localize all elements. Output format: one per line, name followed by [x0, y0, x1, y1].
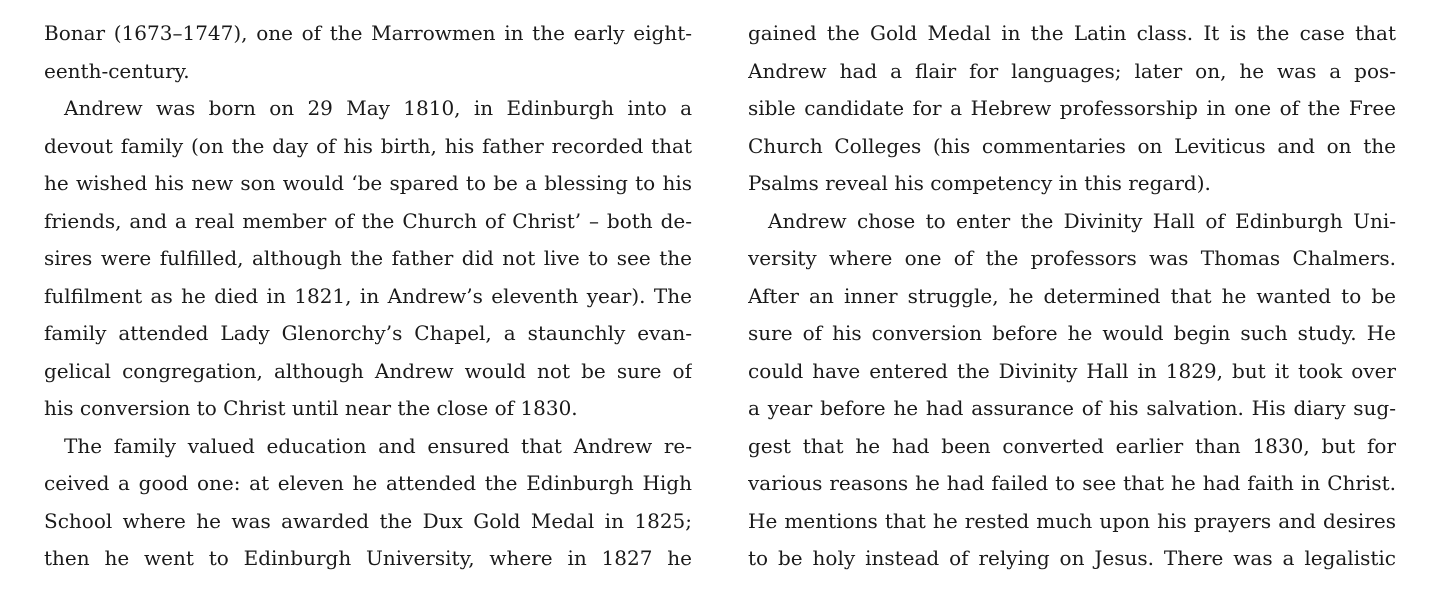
text-line: gelical congregation, although Andrew would not be sure of [44, 358, 692, 383]
text-line: he wished his new son would ‘be spared to be a blessing to his [44, 171, 692, 195]
text-line: ceived a good one: at eleven he attended the Edinburgh High [44, 471, 692, 495]
left-text-column [44, 15, 692, 578]
text-line: Andrew was born on 29 May 1810, in Edinburgh into a [64, 96, 692, 120]
text-line: friends, and a real member of the Church of Christ’ – both de- [44, 208, 692, 233]
text-line: devout family (on the day of his birth, his father recorded that [44, 133, 692, 158]
text-line: Andrew chose to enter the Divinity Hall of Edinburgh Uni- [768, 208, 1396, 233]
text-line: sure of his conversion before he would begin such study. He [748, 321, 1396, 345]
text-line: Psalms reveal his competency in this regard). [748, 171, 1211, 195]
text-line: Andrew had a flair for languages; later on, he was a pos- [748, 58, 1396, 83]
right-text-column [748, 15, 1396, 578]
text-line: gest that he had been converted earlier than 1830, but for [748, 433, 1396, 458]
text-line: family attended Lady Glenorchy’s Chapel, a staunchly evan- [44, 321, 692, 345]
text-line: then he went to Edinburgh University, where in 1827 he [44, 546, 692, 570]
text-line: School where he was awarded the Dux Gold Medal in 1825; [44, 508, 692, 533]
text-line: sible candidate for a Hebrew professorship in one of the Free [748, 96, 1396, 120]
text-line: sires were fulfilled, although the father did not live to see the [44, 246, 692, 270]
text-line: his conversion to Christ until near the close of 1830. [44, 396, 578, 420]
text-line: various reasons he had failed to see that he had faith in Christ. [748, 471, 1396, 495]
text-line: eenth-century. [44, 58, 190, 83]
text-line: Bonar (1673–1747), one of the Marrowmen in the early eight- [44, 21, 692, 45]
text-line: Church Colleges (his commentaries on Leviticus and on the [748, 133, 1396, 158]
text-line: gained the Gold Medal in the Latin class. It is the case that [748, 21, 1396, 45]
text-line: The family valued education and ensured that Andrew re- [64, 433, 692, 458]
text-line: could have entered the Divinity Hall in 1829, but it took over [748, 358, 1396, 383]
text-line: versity where one of the professors was Thomas Chalmers. [748, 246, 1396, 270]
text-line: fulfilment as he died in 1821, in Andrew’s eleventh year). The [44, 283, 692, 308]
text-line: He mentions that he rested much upon his prayers and desires [748, 508, 1396, 533]
text-line: a year before he had assurance of his salvation. His diary sug- [748, 396, 1396, 420]
text-line: After an inner struggle, he determined that he wanted to be [748, 283, 1396, 308]
text-line: to be holy instead of relying on Jesus. There was a legalistic [748, 546, 1396, 570]
